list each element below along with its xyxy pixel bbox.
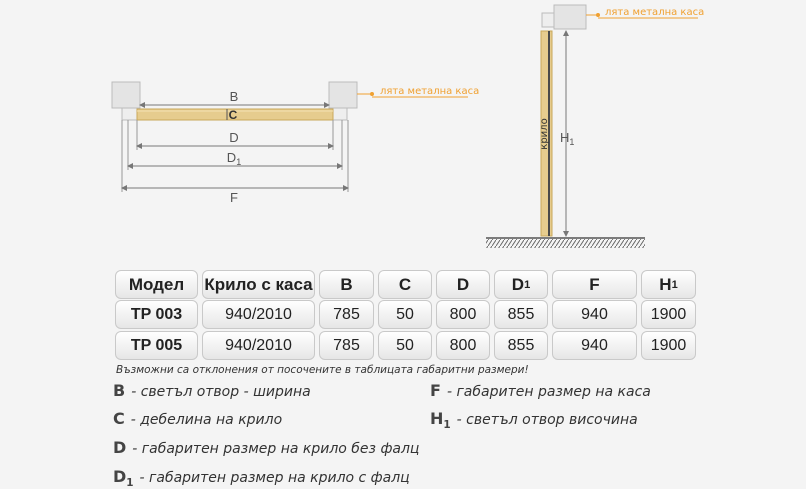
cell-b: 785 — [319, 331, 374, 360]
header-b: B — [319, 270, 374, 299]
cell-d: 800 — [436, 331, 490, 360]
header-c: C — [378, 270, 432, 299]
legend-item: B - светъл отвор - ширина — [113, 381, 311, 400]
legend-item: F - габаритен размер на каса — [430, 381, 651, 400]
header-d1: D 1 — [494, 270, 548, 299]
frame-left — [112, 82, 140, 108]
cell-d: 800 — [436, 300, 490, 329]
cell-f: 940 — [552, 331, 637, 360]
legend-item: $D_1$ - габаритен размер на крило с фалц — [113, 467, 410, 489]
cell-b: 785 — [319, 300, 374, 329]
cell-leaf-frame: 940/2010 — [202, 300, 315, 329]
legend-item: $H_1$ - светъл отвор височина — [430, 409, 638, 432]
cell-h1: 1900 — [641, 331, 696, 360]
header-leaf-frame: Крило с каса — [202, 270, 315, 299]
cell-d1: 855 — [494, 300, 548, 329]
frame-callout-plan: лята метална каса — [380, 86, 480, 97]
dim-d1-label: $D_1$ — [226, 150, 242, 167]
cell-c: 50 — [378, 300, 432, 329]
floor-hatch — [486, 239, 645, 248]
plan-view — [112, 82, 479, 205]
header-d: D — [436, 270, 490, 299]
frame-top-rebate — [542, 13, 554, 27]
frame-left-rebate — [122, 108, 138, 120]
leaf-label: крило — [539, 118, 550, 150]
cell-c: 50 — [378, 331, 432, 360]
header-h1: H 1 — [641, 270, 696, 299]
frame-callout-section: лята метална каса — [605, 7, 705, 18]
cell-leaf-frame: 940/2010 — [202, 331, 315, 360]
dim-c-label: C — [228, 108, 238, 122]
cell-model: TP 003 — [115, 300, 198, 329]
cell-f: 940 — [552, 300, 637, 329]
dim-d-label: D — [229, 130, 239, 145]
legend-item: D - габаритен размер на крило без фалц — [113, 438, 420, 457]
dim-h1-label: $H_1$ — [560, 130, 575, 147]
section-view — [486, 5, 704, 248]
cell-model: TP 005 — [115, 331, 198, 360]
dim-f-label: F — [230, 190, 238, 205]
frame-right — [329, 82, 357, 108]
legend-item: C - дебелина на крило — [113, 409, 283, 428]
header-model: Модел — [115, 270, 198, 299]
cell-h1: 1900 — [641, 300, 696, 329]
deviation-note: Възможни са отклонения от посочените в таблицата габаритни размери! — [116, 364, 529, 376]
header-f: F — [552, 270, 637, 299]
cell-d1: 855 — [494, 331, 548, 360]
dim-b-label: B — [229, 89, 239, 104]
frame-top — [554, 5, 586, 29]
